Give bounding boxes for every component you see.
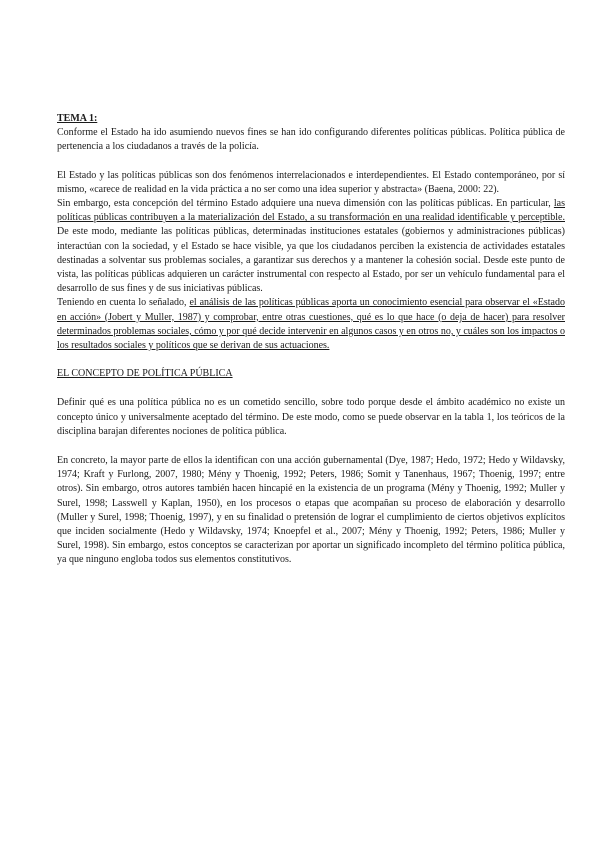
paragraph-state-in-action <box>57 296 565 353</box>
paragraph-state-in-action-text-a: Teniendo en cuenta lo señalado, <box>57 297 190 309</box>
section-heading: EL CONCEPTO DE POLÍTICA PÚBLICA <box>57 368 233 380</box>
paragraph-spacer <box>57 381 565 396</box>
paragraph-concrete-authors: En concreto, la mayor parte de ellos la identifican con una acción gubernamental (Dye, 1987; Hedo, 1972; Hedo y Wildavsky, 1974; Kraft y Furlong, 2007, 1980; Mény y Thoenig, 1992; Peters, 1986; Somit y Tanenhaus, 1967; Thoenig, 1997; entre otros). Sin embargo, otros autores también hacen hincapié en la existencia de un programa (Mény y Thoenig, 1992; Muller y Surel, 1998; Lasswell y Kaplan, 1950), en los procesos o etapas que acompañan su proceso de elaboración y desarrollo (Muller y Surel, 1998; Thoenig, 1997), y en su finalidad o pretensión de lograr el cumplimiento de ciertos objetivos explícitos que inciden socialmente (Hedo y Wildavsky, 1974; Knoepfel et al., 2007; Mény y Thoenig, 1992; Peters, 1986; Muller y Surel, 1998). Sin embargo, estos conceptos se caracterizan por aportar un significado incompleto del término política pública, ya que ninguno engloba todos sus elementos constitutivos. <box>57 455 565 566</box>
underlined-analysis-text: el análisis de las políticas públicas aporta un conocimiento esencial para observar el «Estado en acción» (Jobert y Muller, 1987) y comprobar, entre otras cuestiones, qué es lo que hace (o deja de hacer) para resolver determinados problemas sociales, cómo y por qué decide intervenir en algunos casos y en otros no, y cuáles son los impactos o los resultados sociales y políticos que se derivan de sus actuaciones. <box>57 297 565 352</box>
paragraph-new-dimension-text-b: De este modo, mediante las políticas públicas, determinadas instituciones estatales (gobiernos y administraciones públicas) interactúan con la sociedad, y el Estado se hace visible, ya que los ciudadanos perciben la existencia de actividades estatales destinadas a solventar sus problemas sociales, a garantizar sus derechos y a mantener la cohesión social. Desde este punto de vista, las políticas públicas adquieren un carácter instrumental con respecto al Estado, por ser un vehículo fundamental para el desarrollo de sus fines y de sus iniciativas públicas. <box>57 226 565 295</box>
paragraph-new-dimension <box>57 197 565 296</box>
paragraph-spacer <box>57 155 565 169</box>
document-title: TEMA 1: <box>57 113 98 124</box>
paragraph-state-policies: El Estado y las políticas públicas son dos fenómenos interrelacionados e interdependientes. El Estado contemporáneo, por sí mismo, «carece de realidad en la vida práctica a no ser como una idea superior y abstracta» (Baena, 2000: 22). <box>57 169 565 195</box>
paragraph-spacer <box>57 439 565 454</box>
paragraph-definition: Definir qué es una política pública no es un cometido sencillo, sobre todo porque desde el ámbito académico no existe un concepto único y universalmente aceptado del término. De este modo, como se puede observar en la tabla 1, los teóricos de la disciplina barajan diferentes nociones de política pública. <box>57 397 565 437</box>
paragraph-intro: Conforme el Estado ha ido asumiendo nuevos fines se han ido configurando diferentes políticas públicas. Política pública de pertenencia a los ciudadanos a través de la policía. <box>57 127 565 153</box>
document-body <box>57 112 565 568</box>
underlined-materialization-text: las políticas públicas contribuyen a la materialización del Estado, a su transformación en una realidad identificable y perceptible. <box>57 198 565 224</box>
paragraph-new-dimension-text-a: Sin embargo, esta concepción del término Estado adquiere una nueva dimensión con las políticas públicas. En particular, <box>57 198 554 210</box>
paragraph-spacer <box>57 353 565 367</box>
